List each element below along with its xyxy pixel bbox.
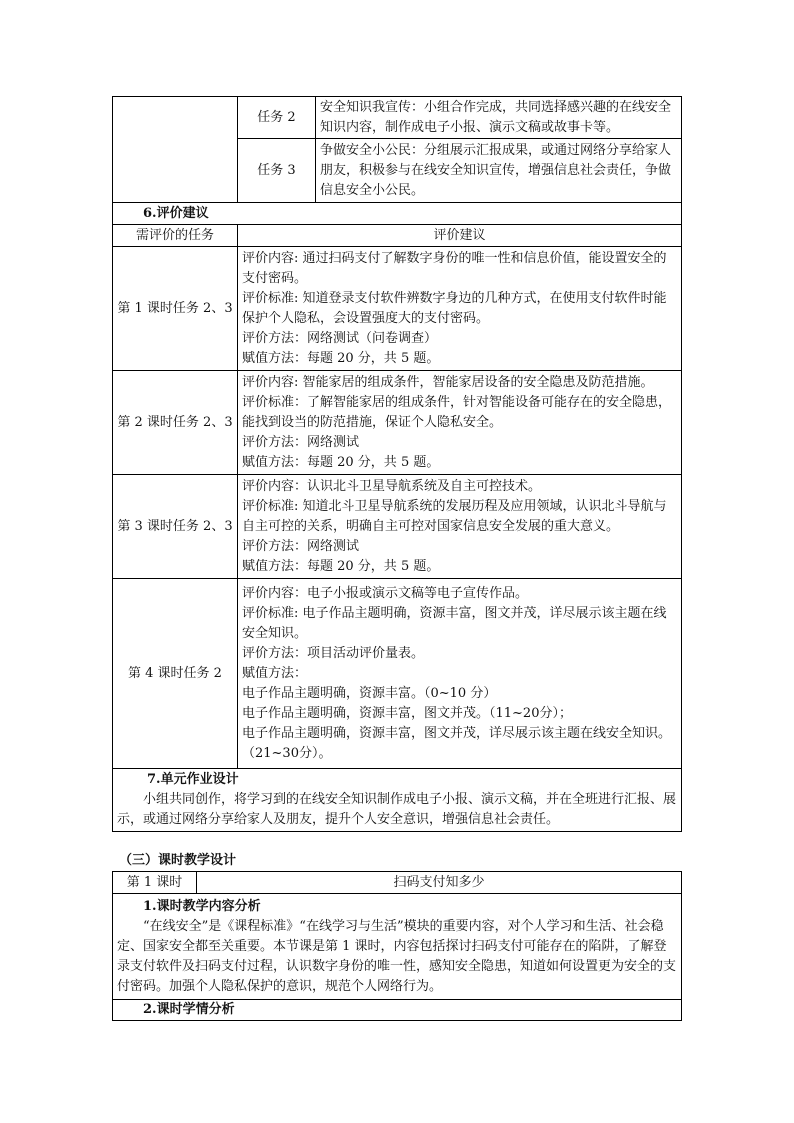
- section-row: [113, 203, 682, 225]
- homework-text: 小组共同创作，将学习到的在线安全知识制作成电子小报、演示文稿，并在全班进行汇报、展示，或通过网络分享给家人及朋友，提升个人安全意识，增强信息社会责任。: [117, 792, 677, 827]
- eval-header-task: 需评价的任务: [113, 225, 238, 247]
- eval-line: 评价内容: 通过扫码支付了解数字身份的唯一性和信息价值，能设置安全的支付密码。: [242, 250, 667, 286]
- lesson-content-title: 1.课时教学内容分析: [143, 898, 261, 914]
- lesson-design-table: [112, 871, 682, 1021]
- eval-line: 评价内容：电子小报或演示文稿等电子宣传作品。: [242, 585, 529, 601]
- task-name: 任务 3: [238, 139, 316, 203]
- eval-line: 评价方法：网络测试（问卷调查）: [242, 330, 438, 346]
- task-row: [113, 97, 682, 139]
- eval-task: 第 3 课时任务 2、3: [113, 475, 238, 579]
- homework-row: [113, 769, 682, 832]
- eval-line: 评价标准: 电子作品主题明确，资源丰富，图文并茂，详尽展示该主题在线安全知识。: [242, 605, 667, 641]
- eval-line: 赋值方法：每题 20 分，共 5 题。: [242, 454, 440, 470]
- eval-line: 电子作品主题明确，资源丰富。（0~10 分）: [242, 685, 497, 701]
- eval-task: 第 1 课时任务 2、3: [113, 247, 238, 371]
- eval-task: 第 2 课时任务 2、3: [113, 371, 238, 475]
- lesson-analysis-title: 2.课时学情分析: [113, 1000, 682, 1021]
- homework-title: 7.单元作业设计: [147, 772, 239, 787]
- eval-line: 评价方法：网络测试: [242, 538, 360, 554]
- lesson-content-text: “在线安全”是《课程标准》“在线学习与生活”模块的重要内容，对个人学习和生活、社会稳定、国家安全都至关重要。本节课是第 1 课时，内容包括探讨扫码支付可能存在的陷阱，了解登录支付软件及扫码支付过程，认识数字身份的唯一性，感知安全隐患，知道如何设置更为安全的支付密码。加强个人隐私保护的意识，规范个人网络行为。: [117, 918, 677, 994]
- eval-line: 评价内容：认识北斗卫星导航系统及自主可控技术。: [242, 478, 542, 494]
- lesson-content-cell: [113, 894, 682, 1000]
- unit-design-table: [112, 96, 682, 832]
- task-desc: 安全知识我宣传：小组合作完成，共同选择感兴趣的在线安全知识内容，制作成电子小报、演示文稿或故事卡等。: [316, 97, 682, 139]
- eval-row: [113, 371, 682, 475]
- lesson-content-row: [113, 894, 682, 1000]
- eval-row: [113, 247, 682, 371]
- eval-advice: [238, 371, 682, 475]
- eval-line: 评价方法：项目活动评价量表。: [242, 645, 425, 661]
- eval-row: [113, 475, 682, 579]
- eval-line: 评价标准: 知道北斗卫星导航系统的发展历程及应用领域，认识北斗导航与自主可控的关系，明确自主可控对国家信息安全发展的重大意义。: [242, 498, 667, 534]
- homework-cell: [113, 769, 682, 832]
- eval-line: 赋值方法：每题 20 分，共 5 题。: [242, 350, 440, 366]
- eval-task: 第 4 课时任务 2: [113, 579, 238, 769]
- eval-line: 赋值方法：每题 20 分，共 5 题。: [242, 558, 440, 574]
- eval-line: 评价方法：网络测试: [242, 434, 360, 450]
- eval-line: 电子作品主题明确，资源丰富，图文并茂，详尽展示该主题在线安全知识。（21~30分）。: [242, 725, 672, 761]
- task-desc: 争做安全小公民：分组展示汇报成果，或通过网络分享给家人朋友，积极参与在线安全知识宣传，增强信息社会责任，争做信息安全小公民。: [316, 139, 682, 203]
- eval-line: 评价内容: 智能家居的组成条件，智能家居设备的安全隐患及防范措施。: [242, 374, 654, 390]
- lesson-analysis-row: [113, 1000, 682, 1021]
- eval-line: 赋值方法：: [242, 665, 308, 681]
- eval-advice: [238, 247, 682, 371]
- eval-header-advice: 评价建议: [238, 225, 682, 247]
- task-name: 任务 2: [238, 97, 316, 139]
- eval-line: 评价标准：了解智能家居的组成条件，针对智能设备可能存在的安全隐患，能找到设当的防范措施，保证个人隐私安全。: [242, 394, 672, 430]
- eval-header-row: [113, 225, 682, 247]
- eval-row: [113, 579, 682, 769]
- lesson-section-title: （三）课时教学设计: [119, 853, 237, 868]
- lesson-topic: 扫码支付知多少: [197, 872, 682, 894]
- lesson-header-row: [113, 872, 682, 894]
- evaluation-title: 6.评价建议: [113, 203, 682, 225]
- lesson-number: 第 1 课时: [113, 872, 197, 894]
- eval-advice: [238, 579, 682, 769]
- eval-advice: [238, 475, 682, 579]
- task-group-cell: [113, 97, 238, 203]
- eval-line: 电子作品主题明确，资源丰富，图文并茂。（11~20分）；: [242, 705, 572, 721]
- eval-line: 评价标准: 知道登录支付软件辨数字身边的几种方式，在使用支付软件时能保护个人隐私，会设置强度大的支付密码。: [242, 290, 667, 326]
